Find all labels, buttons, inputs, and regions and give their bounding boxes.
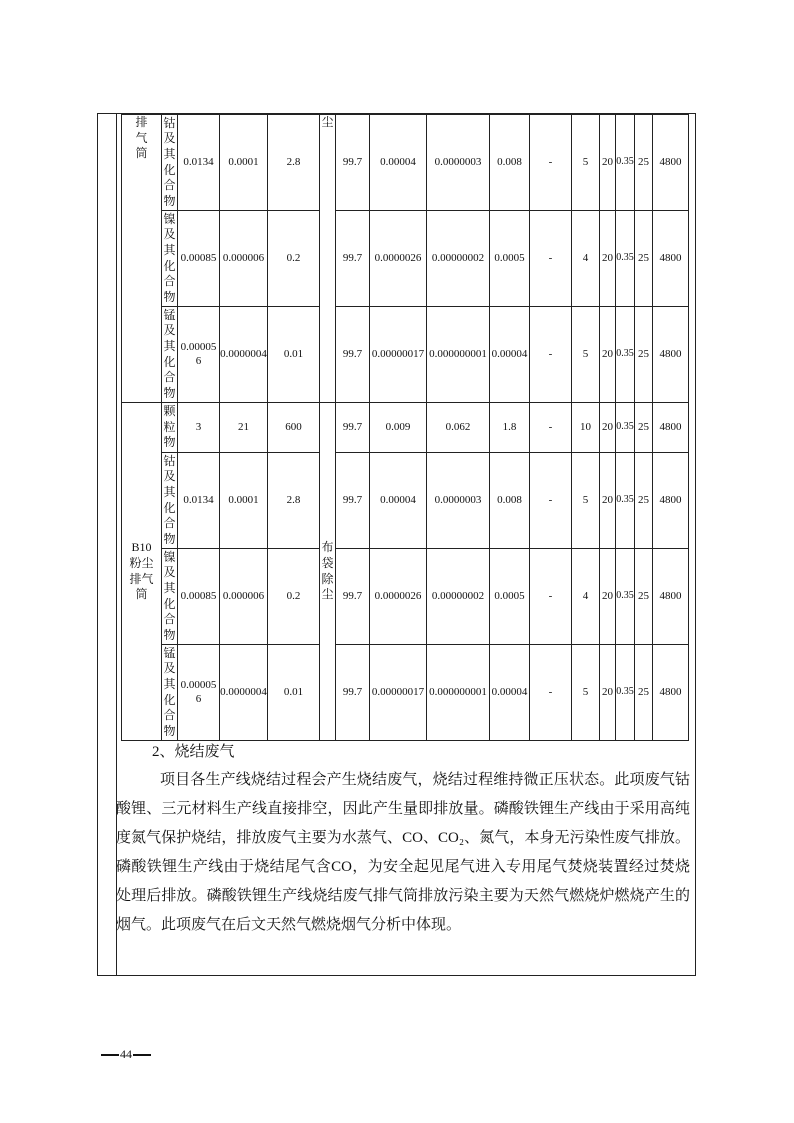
measure-cell-top bbox=[320, 115, 336, 403]
pollutant-name: 锰及其化合物 bbox=[163, 645, 176, 738]
value-c7: 0.008 bbox=[490, 115, 530, 211]
value-eff: 99.7 bbox=[336, 115, 370, 211]
value-c7: 0.00004 bbox=[490, 307, 530, 403]
value-c2: 0.0001 bbox=[220, 453, 268, 549]
outlet-label: B10粉尘排气筒 bbox=[129, 540, 154, 602]
value-eff: 99.7 bbox=[336, 645, 370, 741]
value-c12: 25 bbox=[635, 549, 653, 645]
value-c5: 0.009 bbox=[370, 403, 427, 453]
value-c6: 0.062 bbox=[427, 403, 490, 453]
value-c12: 25 bbox=[635, 307, 653, 403]
value-c1: 0.0134 bbox=[178, 115, 220, 211]
pollutant-cell bbox=[162, 549, 178, 645]
value-c7: 0.00004 bbox=[490, 645, 530, 741]
value-c11: 0.35 bbox=[616, 211, 635, 307]
value-c9: 5 bbox=[572, 307, 600, 403]
value-c3: 0.01 bbox=[268, 307, 320, 403]
table-row bbox=[122, 645, 689, 741]
value-c8: - bbox=[530, 453, 572, 549]
value-c13: 4800 bbox=[653, 307, 689, 403]
value-c9: 5 bbox=[572, 115, 600, 211]
value-c2: 0.000006 bbox=[220, 549, 268, 645]
table-row bbox=[122, 115, 689, 211]
value-c5: 0.0000026 bbox=[370, 211, 427, 307]
value-c3: 600 bbox=[268, 403, 320, 453]
value-c6: 0.0000003 bbox=[427, 115, 490, 211]
page-dash-left bbox=[101, 1054, 119, 1056]
value-c8: - bbox=[530, 645, 572, 741]
value-c8: - bbox=[530, 549, 572, 645]
value-c5: 0.00004 bbox=[370, 115, 427, 211]
value-c8: - bbox=[530, 403, 572, 453]
value-c11: 0.35 bbox=[616, 645, 635, 741]
measure-label: 布袋除尘 bbox=[321, 540, 334, 602]
value-c12: 25 bbox=[635, 115, 653, 211]
value-c3: 2.8 bbox=[268, 115, 320, 211]
value-c7: 0.0005 bbox=[490, 549, 530, 645]
value-c1: 0.000056 bbox=[178, 645, 220, 741]
table-row bbox=[122, 453, 689, 549]
value-c3: 2.8 bbox=[268, 453, 320, 549]
value-eff: 99.7 bbox=[336, 211, 370, 307]
value-c11: 0.35 bbox=[616, 115, 635, 211]
value-c9: 5 bbox=[572, 453, 600, 549]
page-dash-right bbox=[133, 1054, 151, 1056]
value-eff: 99.7 bbox=[336, 453, 370, 549]
pollutant-name: 镍及其化合物 bbox=[163, 549, 176, 642]
table-row bbox=[122, 307, 689, 403]
value-c8: - bbox=[530, 115, 572, 211]
value-c6: 0.000000001 bbox=[427, 307, 490, 403]
value-c1: 0.000056 bbox=[178, 307, 220, 403]
value-c9: 5 bbox=[572, 645, 600, 741]
value-c1: 3 bbox=[178, 403, 220, 453]
value-c12: 25 bbox=[635, 211, 653, 307]
measure-label: 尘 bbox=[321, 115, 334, 129]
value-c9: 4 bbox=[572, 549, 600, 645]
value-eff: 99.7 bbox=[336, 403, 370, 453]
value-c12: 25 bbox=[635, 453, 653, 549]
pollutant-cell bbox=[162, 453, 178, 549]
measure-cell-bottom bbox=[320, 403, 336, 741]
value-c1: 0.0134 bbox=[178, 453, 220, 549]
value-c7: 0.0005 bbox=[490, 211, 530, 307]
value-c6: 0.000000001 bbox=[427, 645, 490, 741]
value-c10: 20 bbox=[600, 403, 616, 453]
value-c7: 0.008 bbox=[490, 453, 530, 549]
value-c5: 0.00000017 bbox=[370, 307, 427, 403]
table-row bbox=[122, 403, 689, 453]
pollutant-cell bbox=[162, 211, 178, 307]
outlet-cell bbox=[122, 115, 162, 403]
pollutant-cell bbox=[162, 115, 178, 211]
value-c13: 4800 bbox=[653, 453, 689, 549]
value-c2: 0.0000004 bbox=[220, 645, 268, 741]
pollutant-cell bbox=[162, 403, 178, 453]
outlet-cell bbox=[122, 403, 162, 741]
section-title: 2、烧结废气 bbox=[152, 744, 235, 760]
value-c5: 0.0000026 bbox=[370, 549, 427, 645]
table-row bbox=[122, 549, 689, 645]
value-c11: 0.35 bbox=[616, 403, 635, 453]
value-c6: 0.0000003 bbox=[427, 453, 490, 549]
value-c10: 20 bbox=[600, 307, 616, 403]
value-c8: - bbox=[530, 211, 572, 307]
value-c1: 0.00085 bbox=[178, 549, 220, 645]
value-c10: 20 bbox=[600, 453, 616, 549]
value-c2: 0.000006 bbox=[220, 211, 268, 307]
pollutant-cell bbox=[162, 645, 178, 741]
value-c12: 25 bbox=[635, 645, 653, 741]
value-c8: - bbox=[530, 307, 572, 403]
value-c12: 25 bbox=[635, 403, 653, 453]
value-c2: 21 bbox=[220, 403, 268, 453]
value-c3: 0.01 bbox=[268, 645, 320, 741]
value-c5: 0.00000017 bbox=[370, 645, 427, 741]
pollutant-name: 锰及其化合物 bbox=[163, 307, 176, 400]
value-c9: 10 bbox=[572, 403, 600, 453]
value-c3: 0.2 bbox=[268, 549, 320, 645]
value-c13: 4800 bbox=[653, 549, 689, 645]
pollutant-name: 镍及其化合物 bbox=[163, 211, 176, 304]
value-c5: 0.00004 bbox=[370, 453, 427, 549]
value-c13: 4800 bbox=[653, 115, 689, 211]
value-c2: 0.0001 bbox=[220, 115, 268, 211]
pollutant-name: 颗粒物 bbox=[163, 404, 176, 450]
value-c11: 0.35 bbox=[616, 453, 635, 549]
value-c9: 4 bbox=[572, 211, 600, 307]
value-c3: 0.2 bbox=[268, 211, 320, 307]
value-c2: 0.0000004 bbox=[220, 307, 268, 403]
pollutant-name: 钴及其化合物 bbox=[163, 453, 176, 546]
page-number bbox=[100, 1047, 152, 1062]
value-c13: 4800 bbox=[653, 211, 689, 307]
value-c13: 4800 bbox=[653, 645, 689, 741]
value-c13: 4800 bbox=[653, 403, 689, 453]
value-c10: 20 bbox=[600, 211, 616, 307]
value-c11: 0.35 bbox=[616, 549, 635, 645]
value-c6: 0.00000002 bbox=[427, 211, 490, 307]
emission-table bbox=[121, 114, 689, 741]
pollutant-cell bbox=[162, 307, 178, 403]
value-eff: 99.7 bbox=[336, 549, 370, 645]
outlet-label: 排气筒 bbox=[135, 115, 148, 161]
value-c10: 20 bbox=[600, 645, 616, 741]
table-row bbox=[122, 211, 689, 307]
value-c6: 0.00000002 bbox=[427, 549, 490, 645]
value-c11: 0.35 bbox=[616, 307, 635, 403]
value-c7: 1.8 bbox=[490, 403, 530, 453]
value-c10: 20 bbox=[600, 549, 616, 645]
value-c10: 20 bbox=[600, 115, 616, 211]
value-c1: 0.00085 bbox=[178, 211, 220, 307]
page-number-text: 44 bbox=[120, 1047, 132, 1061]
value-eff: 99.7 bbox=[336, 307, 370, 403]
sintering-paragraph: 项目各生产线烧结过程会产生烧结废气，烧结过程维持微正压状态。此项废气钴酸锂、三元材料生产线直接排空，因此产生量即排放量。磷酸铁锂生产线由于采用高纯度氮气保护烧结，排放废气主要为水蒸气、CO、CO₂、氮气，本身无污染性废气排放。磷酸铁锂生产线由于烧结尾气含CO，为安全起见尾气进入专用尾气焚烧装置经过焚烧处理后排放。磷酸铁锂生产线烧结废气排气筒排放污染主要为天然气燃烧炉燃烧产生的烟气。此项废气在后文天然气燃烧烟气分析中体现。 bbox=[116, 772, 690, 933]
pollutant-name: 钴及其化合物 bbox=[163, 115, 176, 208]
